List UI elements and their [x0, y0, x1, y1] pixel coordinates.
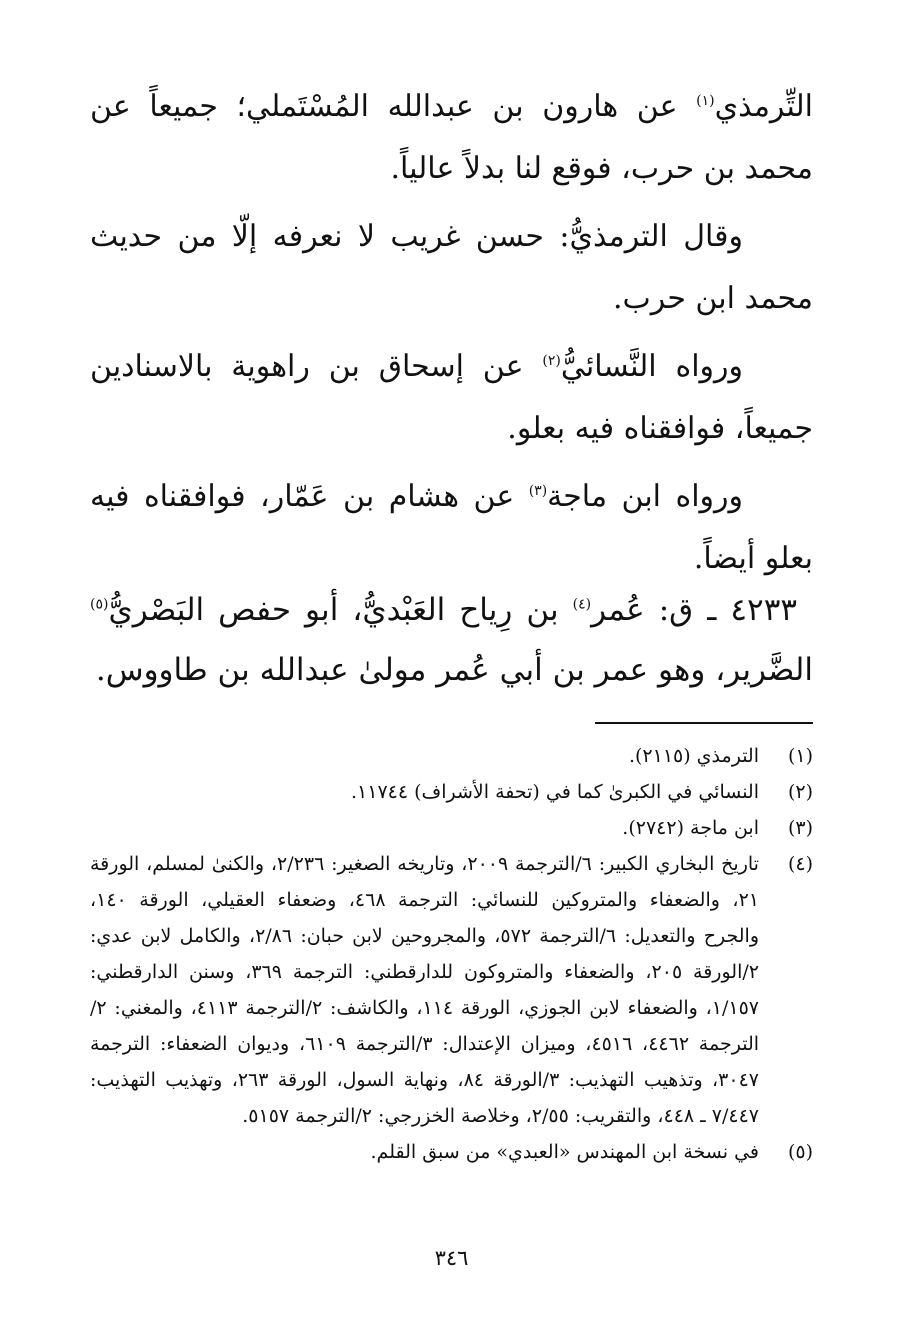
- entry-start: ٤٢٣٣ ـ ق: عُمر: [591, 592, 797, 628]
- footnote-number: (١): [787, 745, 813, 767]
- footnote-number: (٤): [787, 853, 813, 875]
- paragraph-4: [90, 466, 813, 590]
- paragraph-3: [90, 336, 813, 460]
- paragraph-4-rest: عن هشام بن عَمّار، فوافقناه فيه بعلو أيضاً.: [90, 479, 813, 576]
- paragraph-1-start: التِّرمذي: [714, 89, 813, 124]
- paragraph-1: [90, 76, 813, 200]
- footnote-ref-3: (٣): [528, 483, 548, 499]
- footnote-4: [90, 846, 813, 1134]
- footnote-3: [90, 810, 813, 846]
- paragraph-1-rest: عن هارون بن عبدالله المُسْتَملي؛ جميعاً عن محمد بن حرب، فوقع لنا بدلاً عالياً.: [90, 89, 813, 186]
- paragraph-4-start: ورواه ابن ماجة: [547, 479, 743, 514]
- footnote-2: [90, 774, 813, 810]
- book-page: [90, 0, 813, 1344]
- footnote-number: (٥): [787, 1141, 813, 1163]
- footnote-text: ابن ماجة (٢٧٤٢).: [622, 817, 759, 839]
- page-number: ٣٤٦: [434, 1246, 469, 1270]
- footnote-text: الترمذي (٢١١٥).: [628, 745, 759, 767]
- entry-end: الضَّرير، وهو عمر بن أبي عُمر مولىٰ عبدالله بن طاووس.: [95, 652, 813, 688]
- footnote-ref-1: (١): [696, 93, 715, 109]
- footnote-divider: [595, 722, 813, 724]
- main-text: [90, 76, 813, 596]
- footnote-ref-2: (٢): [542, 353, 561, 369]
- footnote-1: [90, 738, 813, 774]
- footnote-text: في نسخة ابن المهندس «العبدي» من سبق القلم.: [370, 1141, 759, 1163]
- paragraph-3-rest: عن إسحاق بن راهوية بالاسنادين جميعاً، فوافقناه فيه بعلو.: [90, 349, 813, 446]
- footnote-5: [90, 1134, 813, 1170]
- footnote-number: (٣): [787, 817, 813, 839]
- footnote-text: النسائي في الكبرىٰ كما في (تحفة الأشراف) ١١٧٤٤.: [351, 781, 759, 803]
- footnote-text: تاريخ البخاري الكبير: ٦/الترجمة ٢٠٠٩، وتاريخه الصغير: ٢/٢٣٦، والكنىٰ لمسلم، الورقة ٢١، والضعفاء والمتروكين للنسائي: الترجمة ٤٦٨، وضعفاء العقيلي، الورقة ١٤٠، والجرح والتعديل: ٦/الترجمة ٥٧٢، والمجروحين لابن حبان: ٢/٨٦، والكامل لابن عدي: ٢/الورقة ٢٠٥، والضعفاء والمتروكون للدارقطني: الترجمة ٣٦٩، وسنن الدارقطني: ١/١٥٧، والضعفاء لابن الجوزي، الورقة ١١٤، والكاشف: ٢/الترجمة ٤١١٣، والمغني: ٢/الترجمة ٤٤٦٢، ٤٥١٦، وميزان الإعتدال: ٣/الترجمة ٦١٠٩، وديوان الضعفاء: الترجمة ٣٠٤٧، وتذهيب التهذيب: ٣/الورقة ٨٤، ونهاية السول، الورقة ٢٦٣، وتهذيب التهذيب: ٧/٤٤٧ ـ ٤٤٨، والتقريب: ٢/٥٥، وخلاصة الخزرجي: ٢/الترجمة ٥١٥٧.: [90, 853, 760, 1127]
- footnotes: [90, 738, 813, 1170]
- footnote-number: (٢): [787, 781, 813, 803]
- footnote-ref-5: (٥): [90, 596, 109, 613]
- entry-middle: بن رِياح العَبْديُّ، أبو حفص البَصْريُّ: [108, 592, 573, 628]
- footnote-ref-4: (٤): [572, 596, 592, 613]
- biography-entry: [90, 580, 813, 700]
- paragraph-2: وقال الترمذيُّ: حسن غريب لا نعرفه إلّا من حديث محمد ابن حرب.: [90, 219, 813, 316]
- paragraph-3-start: ورواه النَّسائيُّ: [560, 349, 743, 384]
